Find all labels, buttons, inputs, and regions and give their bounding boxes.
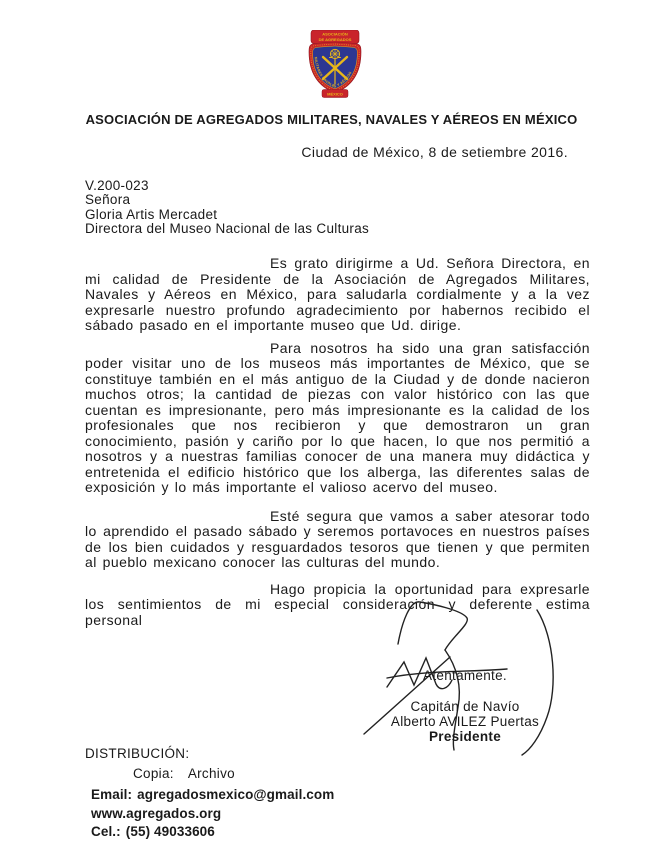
association-crest-logo bbox=[298, 30, 372, 100]
contact-website: www.agregados.org bbox=[91, 805, 222, 821]
recipient-name: Gloria Artis Mercadet bbox=[85, 206, 218, 222]
recipient-title: Directora del Museo Nacional de las Culturas bbox=[85, 221, 370, 237]
distribution-copy-label: Copia: bbox=[133, 766, 174, 781]
signer-title: Presidente bbox=[428, 729, 502, 744]
crest-icon bbox=[298, 30, 372, 100]
distribution-label: DISTRIBUCIÓN: bbox=[85, 746, 190, 761]
crest-banner-line1: ASOCIACIÓN bbox=[322, 31, 348, 37]
org-title: ASOCIACIÓN DE AGREGADOS MILITARES, NAVALES Y AÉREOS EN MÉXICO bbox=[85, 112, 578, 127]
valediction: Atentamente. bbox=[423, 668, 507, 683]
letter-paragraph: Esté segura que vamos a saber atesorar todo lo aprendido el pasado sábado y seremos portavoces en nuestros países de los bien cuidados y resguardados tesoros que tienen y que permiten al pueblo mexicano conocer las culturas del mundo. bbox=[85, 507, 590, 570]
distribution-copy-value: Archivo bbox=[187, 766, 235, 781]
closing-block bbox=[340, 668, 590, 745]
signer-name: Alberto AVILEZ Puertas bbox=[390, 713, 540, 729]
signer-rank: Capitán de Navío bbox=[410, 699, 520, 714]
dateline: Ciudad de México, 8 de setiembre 2016. bbox=[301, 144, 568, 160]
contact-phone-line bbox=[91, 823, 334, 842]
letter-paragraph: Hago propicia la oportunidad para expresarle los sentimientos de mi especial consideración y deferente estima personal bbox=[85, 580, 590, 628]
distribution-block bbox=[85, 746, 235, 782]
crest-banner-line2: DE AGREGADOS bbox=[318, 37, 352, 42]
phone-label: Cel.: bbox=[91, 824, 121, 839]
recipient-salutation: Señora bbox=[85, 192, 131, 208]
crest-bottom-banner: MÉXICO bbox=[327, 91, 343, 97]
contact-block bbox=[91, 786, 334, 842]
letter-paragraph: Es grato dirigirme a Ud. Señora Directora, en mi calidad de Presidente de la Asociación de Agregados Militares, Navales y Aéreos en México, para saludarla cordialmente y a la vez expresarle nuestro profundo agradecimiento por habernos recibido el sábado pasado en el importante museo que Ud. dirige. bbox=[85, 255, 590, 333]
contact-email-line bbox=[91, 786, 334, 805]
contact-email: agregadosmexico@gmail.com bbox=[137, 787, 335, 802]
recipient-block bbox=[85, 179, 369, 237]
email-label: Email: bbox=[91, 787, 133, 802]
crest-ring-text: MILITARES NAVALES Y AÉREOS bbox=[313, 56, 353, 89]
letter-body bbox=[85, 256, 590, 635]
letter-paragraph: Para nosotros ha sido una gran satisfacción poder visitar uno de los museos más importantes de México, que se constituye también en el más antiguo de la Ciudad y de donde nacieron muchos otros; la cantidad de piezas con valor histórico con las que cuentan es impresionante, pero más impresionante es la calidad de los profesionales que nos recibieron y que demostraron un gran conocimiento, pasión y cariño por lo que hacen, lo que nos permitió a nosotros y a nuestras familias conocer de una manera muy didáctica y entretenida el edificio histórico que los alberga, las diferentes salas de exposición y lo más importante el valioso acervo del museo. bbox=[85, 339, 590, 495]
reference-number: V.200-023 bbox=[85, 178, 149, 193]
contact-phone: (55) 49033606 bbox=[125, 824, 215, 839]
